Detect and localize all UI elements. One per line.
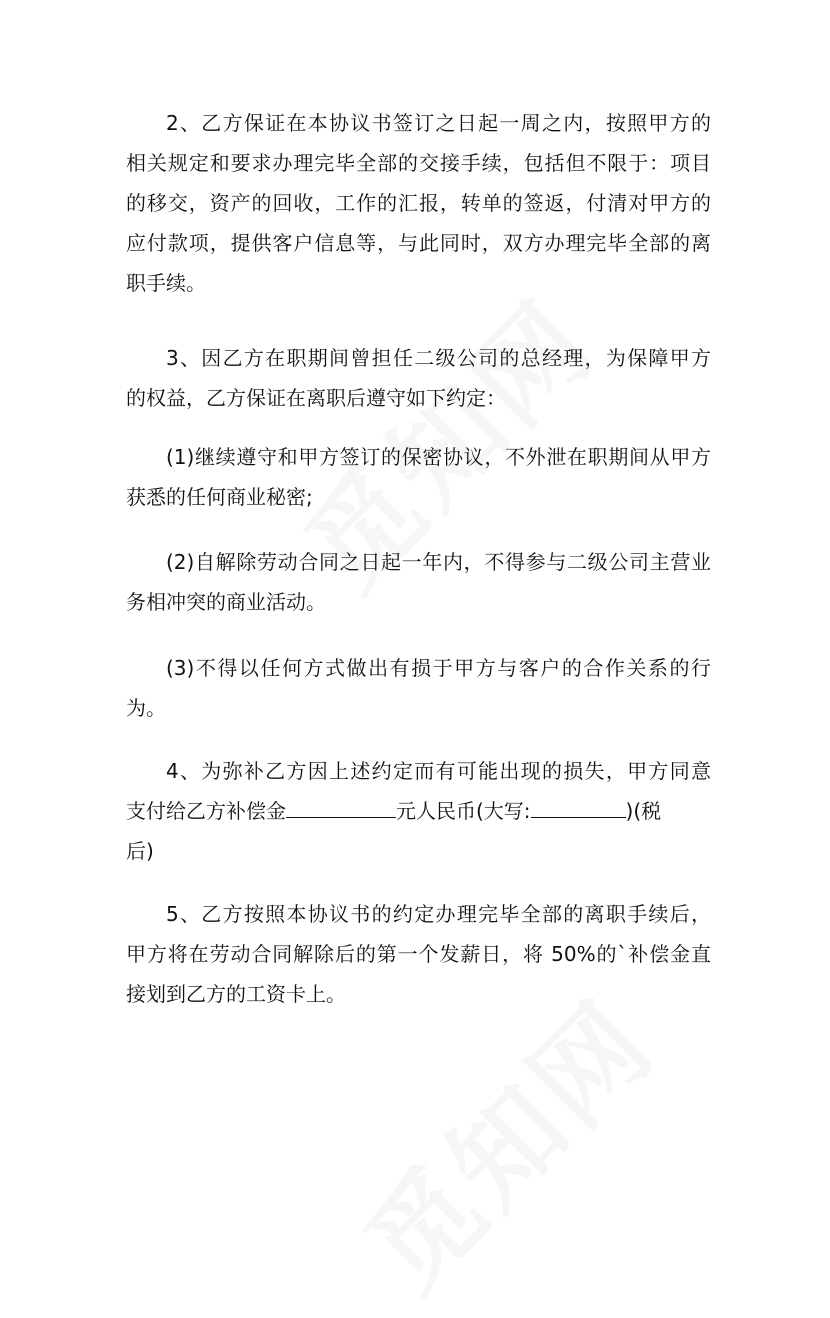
text-line: 的移交，资产的回收，工作的汇报，转单的签返，付清对甲方的	[126, 191, 711, 215]
text-line: 获悉的任何商业秘密;	[126, 485, 313, 509]
text-line: 的权益，乙方保证在离职后遵守如下约定：	[126, 386, 506, 410]
paragraph-clause-2	[126, 103, 711, 303]
paragraph-clause-3	[126, 338, 711, 418]
text-fragment: 元人民币(大写:	[396, 799, 531, 823]
text-fragment: )(税	[625, 799, 662, 823]
paragraph-subclause-3	[126, 648, 711, 728]
text-line: 甲方将在劳动合同解除后的第一个发薪日，将 50%的`补偿金直	[126, 942, 711, 966]
paragraph-subclause-2	[126, 542, 711, 622]
text-line: 应付款项，提供客户信息等，与此同时，双方办理完毕全部的离	[126, 231, 711, 255]
text-line-compensation	[126, 791, 711, 831]
paragraph-clause-4	[126, 751, 711, 871]
paragraph-subclause-1	[126, 437, 711, 517]
text-line: 5、乙方按照本协议书的约定办理完毕全部的离职手续后，	[166, 902, 711, 926]
compensation-amount-blank	[286, 795, 396, 818]
text-fragment: 支付给乙方补偿金	[126, 799, 286, 823]
text-line: 相关规定和要求办理完毕全部的交接手续，包括但不限于：项目	[126, 151, 711, 175]
text-line: (3)不得以任何方式做出有损于甲方与客户的合作关系的行	[166, 656, 711, 680]
text-line: 务相冲突的商业活动。	[126, 590, 326, 614]
text-line: 职手续。	[126, 271, 206, 295]
text-line: 后)	[126, 839, 154, 863]
text-line: 3、因乙方在职期间曾担任二级公司的总经理，为保障甲方	[166, 346, 711, 370]
text-line: (1)继续遵守和甲方签订的保密协议，不外泄在职期间从甲方	[166, 445, 711, 469]
text-line: 接划到乙方的工资卡上。	[126, 982, 346, 1006]
text-line: 为。	[126, 696, 166, 720]
text-line: 2、乙方保证在本协议书签订之日起一周之内，按照甲方的	[166, 111, 711, 135]
compensation-amount-words-blank	[531, 795, 626, 818]
text-line: 4、为弥补乙方因上述约定而有可能出现的损失，甲方同意	[166, 759, 711, 783]
text-line: (2)自解除劳动合同之日起一年内，不得参与二级公司主营业	[166, 550, 711, 574]
paragraph-clause-5	[126, 894, 711, 1014]
